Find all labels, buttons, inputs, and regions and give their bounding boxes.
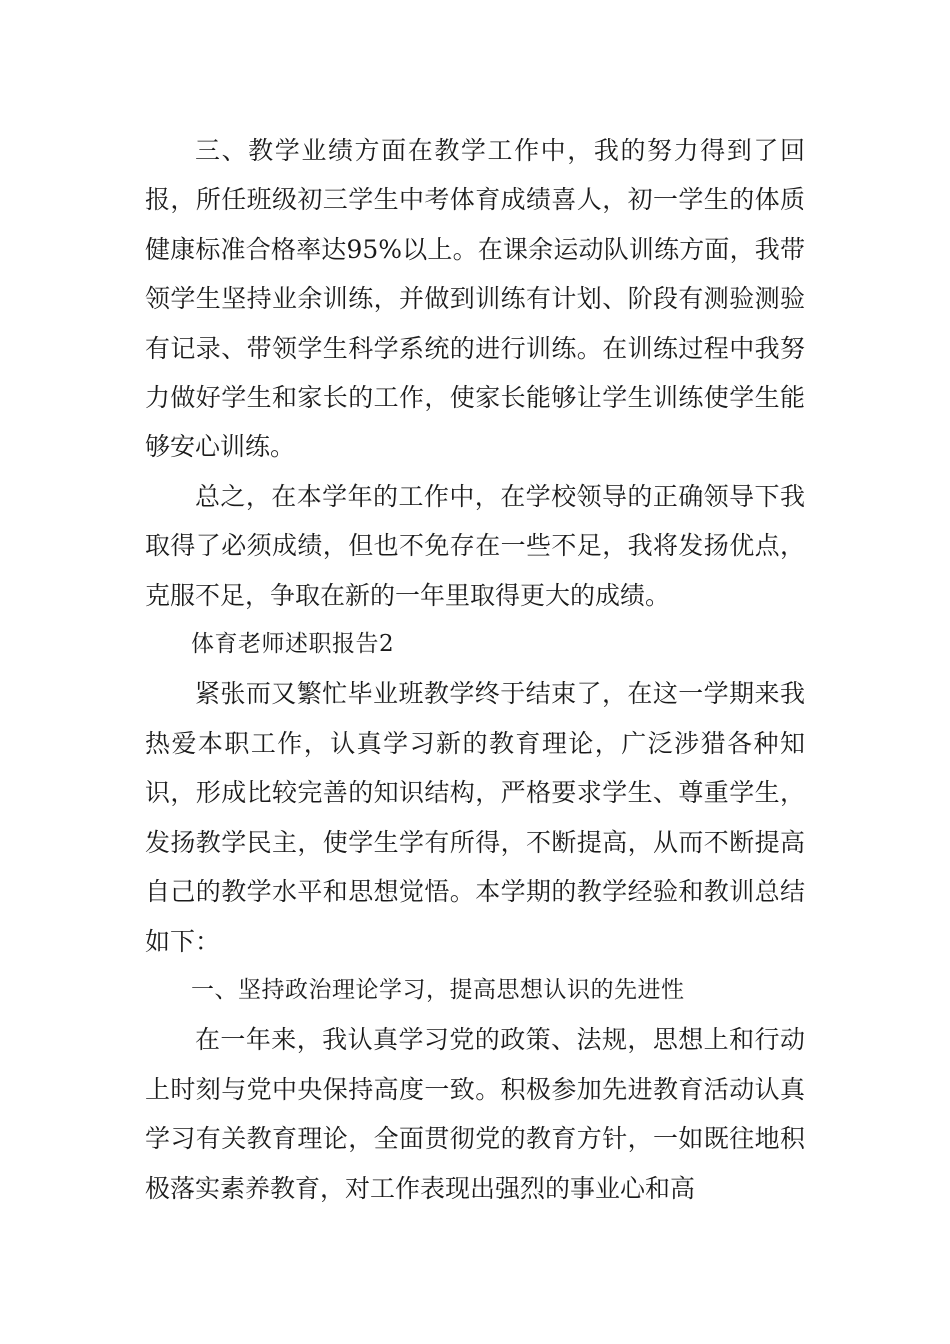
paragraph-report-intro: 紧张而又繁忙毕业班教学终于结束了，在这一学期来我热爱本职工作，认真学习新的教育理论，广泛涉猎各种知识，形成比较完善的知识结构，严格要求学生、尊重学生，发扬教学民主，使学生学有所得，不断提高，从而不断提高自己的教学水平和思想觉悟。本学期的教学经验和教训总结如下： <box>145 679 805 956</box>
report-title: 体育老师述职报告2 <box>191 631 395 658</box>
paragraph-conclusion: 总之，在本学年的工作中，在学校领导的正确领导下我取得了必须成绩，但也不免存在一些不足，我将发扬优点，克服不足，争取在新的一年里取得更大的成绩。 <box>145 481 805 610</box>
document-body <box>145 126 805 1213</box>
paragraph-teaching-results: 三、教学业绩方面在教学工作中，我的努力得到了回报，所任班级初三学生中考体育成绩喜人，初一学生的体质健康标准合格率达95%以上。在课余运动队训练方面，我带领学生坚持业余训练，并做到训练有计划、阶段有测验测验有记录、带领学生科学系统的进行训练。在训练过程中我努力做好学生和家长的工作，使家长能够让学生训练使学生能够安心训练。 <box>145 136 805 462</box>
paragraph-political-study: 在一年来，我认真学习党的政策、法规，思想上和行动上时刻与党中央保持高度一致。积极参加先进教育活动认真学习有关教育理论，全面贯彻党的教育方针，一如既往地积极落实素养教育，对工作表现出强烈的事业心和高 <box>145 1025 805 1203</box>
section-heading-political-study: 一、坚持政治理论学习，提高思想认识的先进性 <box>191 976 685 1003</box>
